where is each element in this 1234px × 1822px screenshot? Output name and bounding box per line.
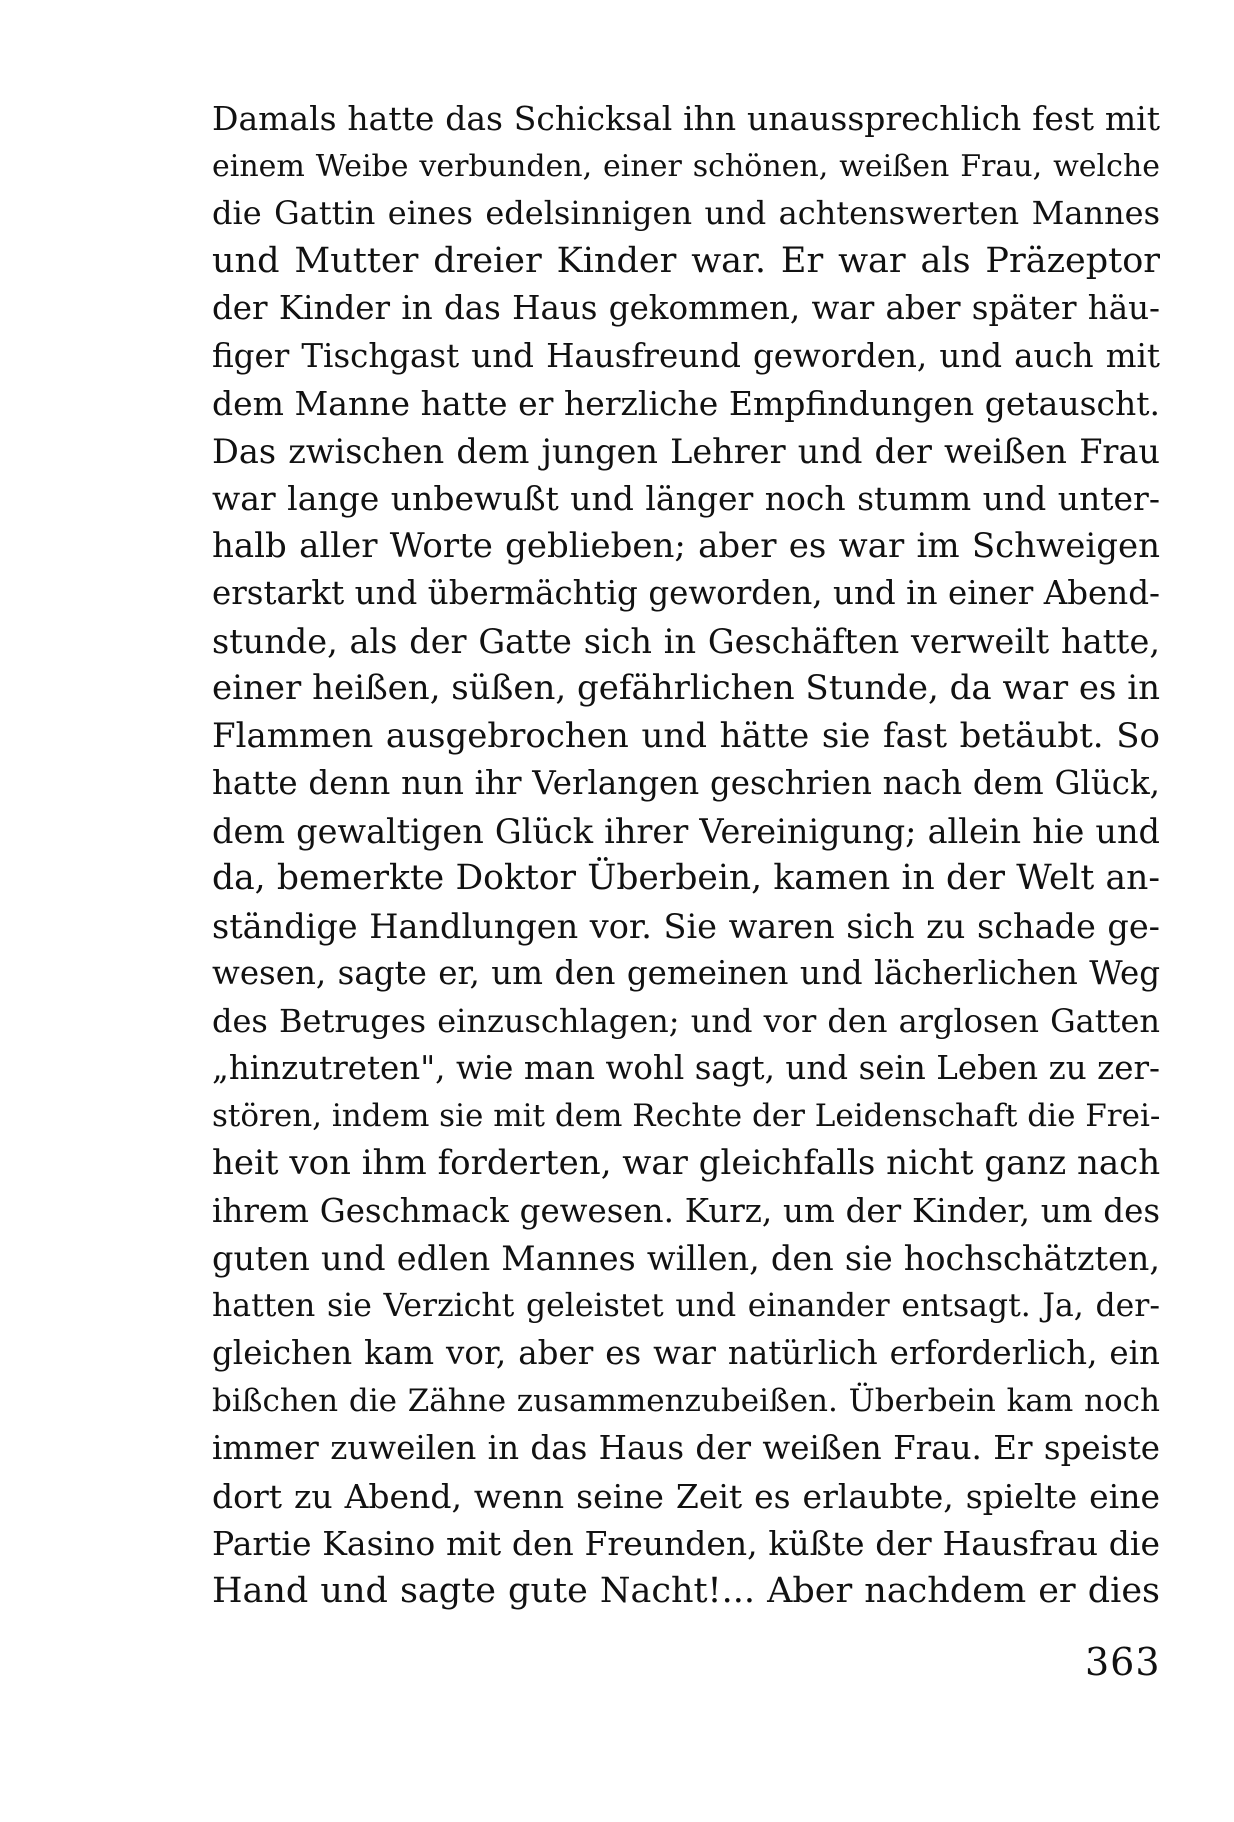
text-line: da, bemerkte Doktor Überbein, kamen in der Welt an-: [212, 858, 1160, 898]
text-line: erstarkt und übermächtig geworden, und in einer Abend-: [212, 574, 1160, 612]
text-line: wesen, sagte er, um den gemeinen und lächerlichen Weg: [212, 954, 1160, 992]
text-line: heit von ihm forderten, war gleichfalls nicht ganz nach: [212, 1143, 1160, 1183]
text-line: halb aller Worte geblieben; aber es war im Schweigen: [212, 525, 1160, 566]
text-line: „hinzutreten", wie man wohl sagt, und sein Leben zu zer-: [212, 1049, 1160, 1087]
text-line: Damals hatte das Schicksal ihn unaussprechlich fest mit: [212, 99, 1160, 138]
text-line: figer Tischgast und Hausfreund geworden, und auch mit: [212, 336, 1160, 375]
text-line: einem Weibe verbunden, einer schönen, weißen Frau, welche: [212, 148, 1160, 184]
text-line: ständige Handlungen vor. Sie waren sich zu schade ge-: [212, 906, 1160, 946]
text-line: Das zwischen dem jungen Lehrer und der weißen Frau: [212, 431, 1160, 471]
text-line: die Gattin eines edelsinnigen und achtenswerten Mannes: [212, 194, 1160, 232]
text-line: und Mutter dreier Kinder war. Er war als Präzeptor: [212, 240, 1160, 281]
text-line: gleichen kam vor, aber es war natürlich erforderlich, ein: [212, 1334, 1160, 1372]
text-line: ihrem Geschmack gewesen. Kurz, um der Kinder, um des: [212, 1191, 1160, 1230]
text-line: Hand und sagte gute Nacht!... Aber nachdem er dies: [212, 1570, 1160, 1611]
text-line: Partie Kasino mit den Freunden, küßte der Hausfrau die: [212, 1524, 1160, 1563]
text-line: immer zuweilen in das Haus der weißen Frau. Er speiste: [212, 1429, 1160, 1467]
text-line: des Betruges einzuschlagen; und vor den arglosen Gatten: [212, 1001, 1160, 1040]
text-line: hatte denn nun ihr Verlangen geschrien nach dem Glück,: [212, 764, 1160, 802]
text-line: Flammen ausgebrochen und hätte sie fast betäubt. So: [212, 715, 1160, 756]
text-line: guten und edlen Mannes willen, den sie hochschätzten,: [212, 1239, 1160, 1278]
text-line: war lange unbewußt und länger noch stumm und unter-: [212, 479, 1160, 518]
text-line: der Kinder in das Haus gekommen, war aber später häu-: [212, 289, 1160, 327]
text-line: bißchen die Zähne zusammenzubeißen. Überbein kam noch: [212, 1382, 1160, 1419]
text-line: einer heißen, süßen, gefährlichen Stunde, da war es in: [212, 668, 1160, 708]
text-line: dem Manne hatte er herzliche Empfindungen getauscht.: [212, 384, 1160, 423]
text-line: stunde, als der Gatte sich in Geschäften verweilt hatte,: [212, 621, 1160, 661]
text-line: dem gewaltigen Glück ihrer Vereinigung; allein hie und: [212, 811, 1160, 851]
text-line: dort zu Abend, wenn seine Zeit es erlaubte, spielte eine: [212, 1476, 1160, 1516]
body-text: [212, 95, 1160, 1615]
text-line: stören, indem sie mit dem Rechte der Leidenschaft die Frei-: [212, 1097, 1160, 1134]
page-number: 363: [1085, 1640, 1161, 1684]
text-line: hatten sie Verzicht geleistet und einander entsagt. Ja, der-: [212, 1287, 1160, 1324]
